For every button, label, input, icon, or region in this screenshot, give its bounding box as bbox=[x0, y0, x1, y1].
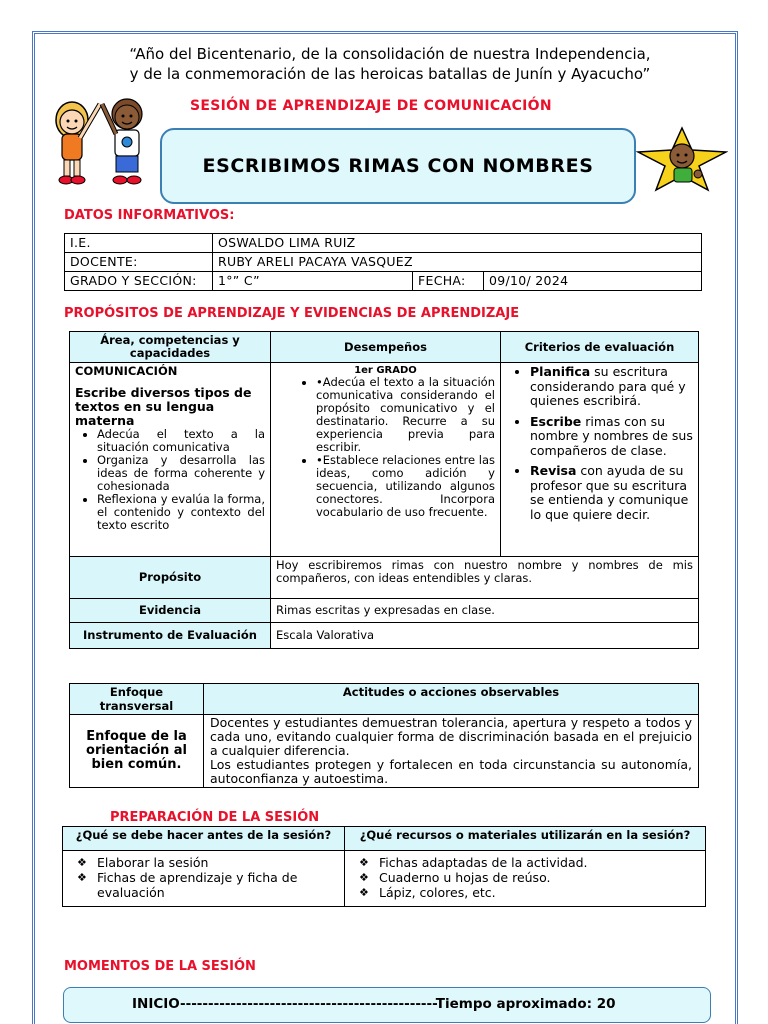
docente-label: DOCENTE: bbox=[65, 253, 213, 272]
col-header-antes: ¿Qué se debe hacer antes de la sesión? bbox=[63, 827, 345, 851]
col-header-recursos: ¿Qué recursos o materiales utilizarán en la sesión? bbox=[345, 827, 706, 851]
table-row bbox=[65, 253, 702, 272]
list-item bbox=[77, 855, 338, 870]
table-row bbox=[63, 827, 706, 851]
criterio-verb: Revisa bbox=[530, 463, 577, 478]
table-row bbox=[70, 599, 699, 623]
list-item: • Reflexiona y evalúa la forma, el contenido y contexto del texto escrito bbox=[97, 493, 265, 532]
list-item: • •Adecúa el texto a la situación comunicativa considerando el propósito comunicativo y el destinatario. Recurre a su experiencia previa para escribir. bbox=[316, 376, 495, 454]
propositos-heading: PROPÓSITOS DE APRENDIZAJE Y EVIDENCIAS DE APRENDIZAJE bbox=[64, 306, 520, 321]
fecha-value: 09/10/ 2024 bbox=[484, 272, 702, 291]
actitudes-cell bbox=[204, 715, 699, 788]
desempenos-list bbox=[276, 376, 495, 519]
col-header-actitudes: Actitudes o acciones observables bbox=[204, 684, 699, 715]
grado-label: 1er GRADO bbox=[354, 365, 417, 376]
inicio-label: INICIO----------------------------------------------Tiempo aproximado: 20 bbox=[132, 996, 616, 1012]
table-row bbox=[70, 557, 699, 599]
capacidades-list bbox=[75, 428, 265, 532]
criterio-verb: Planifica bbox=[530, 364, 591, 379]
list-item-text: Fichas de aprendizaje y ficha de evaluación bbox=[97, 870, 298, 900]
area-cell bbox=[70, 363, 271, 557]
col-header-area: Área, competencias y capacidades bbox=[70, 332, 271, 363]
motto-line-1: “Año del Bicentenario, de la consolidación de nuestra Independencia, bbox=[129, 45, 651, 63]
competencia: Escribe diversos tipos de textos en su lengua materna bbox=[75, 385, 252, 428]
grado-label: GRADO Y SECCIÓN: bbox=[65, 272, 213, 291]
table-row bbox=[65, 234, 702, 253]
criterios-list bbox=[506, 365, 693, 522]
datos-heading: DATOS INFORMATIVOS: bbox=[64, 208, 235, 223]
col-header-criterios: Criterios de evaluación bbox=[501, 332, 699, 363]
diamond-bullet-icon: ❖ bbox=[359, 856, 369, 869]
list-item bbox=[530, 464, 693, 522]
table-row bbox=[70, 684, 699, 715]
motto-line-2: y de la conmemoración de las heroicas batallas de Junín y Ayacucho” bbox=[129, 65, 651, 83]
area-name: COMUNICACIÓN bbox=[75, 364, 178, 378]
criterios-cell bbox=[501, 363, 699, 557]
inicio-box bbox=[63, 987, 711, 1023]
criterio-text: rimas con su nombre y nombres de sus compañeros de clase. bbox=[530, 413, 693, 458]
list-item bbox=[359, 870, 699, 885]
propositos-table bbox=[69, 331, 699, 649]
col-header-desempenos: Desempeños bbox=[271, 332, 501, 363]
criterio-text: con ayuda de su profesor que su escritura se entienda y comunique lo que quiere decir. bbox=[530, 463, 689, 522]
list-item bbox=[530, 365, 693, 409]
antes-cell bbox=[63, 851, 345, 907]
fecha-label: FECHA: bbox=[413, 272, 484, 291]
motto bbox=[90, 44, 690, 84]
diamond-bullet-icon: ❖ bbox=[77, 871, 87, 884]
docente-value: RUBY ARELI PACAYA VASQUEZ bbox=[213, 253, 702, 272]
list-item-text: Fichas adaptadas de la actividad. bbox=[379, 855, 588, 870]
preparacion-heading: PREPARACIÓN DE LA SESIÓN bbox=[110, 810, 320, 825]
instrumento-value: Escala Valorativa bbox=[271, 623, 699, 649]
instrumento-label: Instrumento de Evaluación bbox=[70, 623, 271, 649]
list-item: • Organiza y desarrolla las ideas de forma coherente y cohesionada bbox=[97, 454, 265, 493]
list-item: • Adecúa el texto a la situación comunicativa bbox=[97, 428, 265, 454]
preparacion-table bbox=[62, 826, 706, 907]
evidencia-value: Rimas escritas y expresadas en clase. bbox=[271, 599, 699, 623]
table-row bbox=[63, 851, 706, 907]
table-row bbox=[70, 623, 699, 649]
diamond-bullet-icon: ❖ bbox=[77, 856, 87, 869]
list-item bbox=[359, 885, 699, 900]
kids-clipart bbox=[42, 92, 160, 188]
list-item-text: Lápiz, colores, etc. bbox=[379, 885, 496, 900]
diamond-bullet-icon: ❖ bbox=[359, 886, 369, 899]
enfoque-table bbox=[69, 683, 699, 788]
criterio-verb: Escribe bbox=[530, 413, 582, 429]
proposito-label: Propósito bbox=[70, 557, 271, 599]
star-kid-clipart bbox=[636, 126, 728, 192]
enfoque-name: Enfoque de la orientación al bien común. bbox=[70, 715, 204, 788]
table-row bbox=[70, 715, 699, 788]
page-title: ESCRIBIMOS RIMAS CON NOMBRES bbox=[202, 155, 594, 177]
list-item bbox=[77, 870, 338, 900]
evidencia-label: Evidencia bbox=[70, 599, 271, 623]
table-row bbox=[70, 363, 699, 557]
diamond-bullet-icon: ❖ bbox=[359, 871, 369, 884]
actitud-1: Docentes y estudiantes demuestran tolerancia, apertura y respeto a todos y cada uno, evitando cualquier forma de discriminación basada en el prejuicio a cualquier diferencia. bbox=[210, 715, 692, 758]
ie-label: I.E. bbox=[65, 234, 213, 253]
list-item bbox=[359, 855, 699, 870]
col-header-enfoque: Enfoque transversal bbox=[70, 684, 204, 715]
table-row bbox=[70, 332, 699, 363]
recursos-cell bbox=[345, 851, 706, 907]
list-item-text: Cuaderno u hojas de reúso. bbox=[379, 870, 551, 885]
desempenos-cell bbox=[271, 363, 501, 557]
table-row bbox=[65, 272, 702, 291]
list-item bbox=[530, 415, 693, 459]
grado-value: 1°” C” bbox=[213, 272, 413, 291]
list-item: • •Establece relaciones entre las ideas, como adición y secuencia, utilizando algunos conectores. Incorpora vocabulario de uso frecuente. bbox=[316, 454, 495, 519]
recursos-list bbox=[351, 855, 699, 900]
session-type-heading: SESIÓN DE APRENDIZAJE DE COMUNICACIÓN bbox=[190, 98, 552, 114]
ie-value: OSWALDO LIMA RUIZ bbox=[213, 234, 702, 253]
datos-table bbox=[64, 233, 702, 291]
actitud-2: Los estudiantes protegen y fortalecen en toda circunstancia su autonomía, autoconfianza y autoestima. bbox=[210, 757, 692, 786]
page-title-box bbox=[160, 128, 636, 204]
list-item-text: Elaborar la sesión bbox=[97, 855, 209, 870]
momentos-heading: MOMENTOS DE LA SESIÓN bbox=[64, 959, 256, 974]
proposito-value: Hoy escribiremos rimas con nuestro nombre y nombres de mis compañeros, con ideas entendibles y claras. bbox=[271, 557, 699, 599]
criterio-text: su escritura considerando para qué y quienes escribirá. bbox=[530, 364, 686, 408]
antes-list bbox=[69, 855, 338, 900]
